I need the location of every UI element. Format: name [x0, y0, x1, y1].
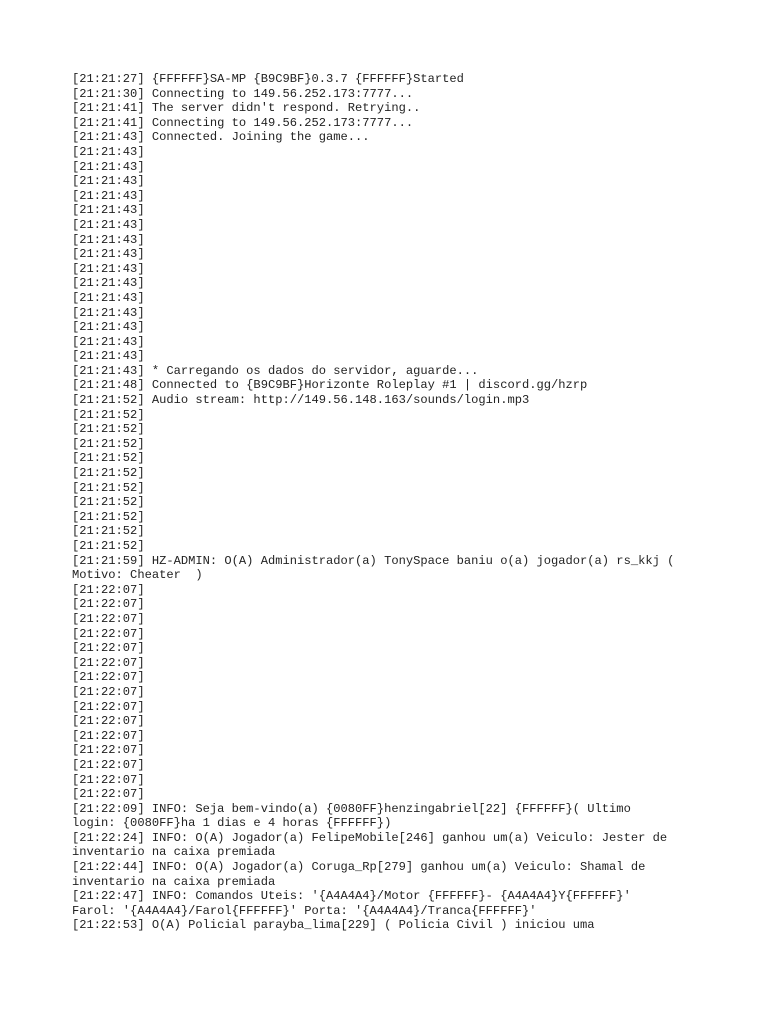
log-line: login: {0080FF}ha 1 dias e 4 horas {FFFFFF}): [72, 816, 392, 831]
log-line: [21:21:52]: [72, 539, 145, 553]
log-line: Motivo: Cheater ): [72, 568, 203, 583]
log-line: [21:21:59] HZ-ADMIN: O(A) Administrador(a) TonySpace baniu o(a) jogador(a) rs_kkj (: [72, 553, 675, 568]
chat-log: [72, 72, 702, 933]
log-line: [21:22:07]: [72, 743, 145, 758]
log-line: [21:21:41] Connecting to 149.56.252.173:7777...: [72, 115, 414, 130]
log-line: [21:21:43]: [72, 203, 145, 218]
log-line: [21:21:52]: [72, 495, 145, 510]
log-line: [21:21:43]: [72, 261, 145, 276]
log-line: [21:21:48] Connected to {B9C9BF}Horizonte Roleplay #1 | discord.gg/hzrp: [72, 378, 588, 393]
log-line: [21:22:07]: [72, 787, 145, 802]
log-line: [21:21:52]: [72, 480, 145, 495]
log-line: [21:21:43]: [72, 290, 145, 305]
log-line: [21:21:43]: [72, 217, 145, 232]
log-line: inventario na caixa premiada: [72, 845, 276, 860]
log-line: [21:22:07]: [72, 684, 145, 699]
log-line: [21:21:52]: [72, 524, 145, 539]
log-line: [21:21:43]: [72, 188, 145, 203]
log-line: [21:21:43]: [72, 320, 145, 335]
log-line: [21:21:30] Connecting to 149.56.252.173:7777...: [72, 86, 414, 101]
log-line: [21:22:07]: [72, 772, 145, 787]
log-line: [21:22:07]: [72, 728, 145, 743]
log-line: [21:21:43]: [72, 174, 145, 189]
log-line: [21:21:43]: [72, 349, 145, 364]
log-line: [21:22:07]: [72, 597, 145, 612]
log-line: [21:21:52]: [72, 451, 145, 466]
log-line: [21:22:07]: [72, 641, 145, 656]
log-line: [21:22:09] INFO: Seja bem-vindo(a) {0080FF}henzingabriel[22] {FFFFFF}( Ultimo: [72, 801, 631, 816]
log-line: [21:21:43]: [72, 247, 145, 262]
log-line: [21:21:52]: [72, 422, 145, 437]
log-line: [21:21:43]: [72, 232, 145, 247]
log-line: [21:22:07]: [72, 655, 145, 670]
log-line: inventario na caixa premiada: [72, 874, 276, 889]
log-line: [21:21:52]: [72, 407, 145, 422]
log-line: [21:22:07]: [72, 582, 145, 597]
log-line: [21:21:43] Connected. Joining the game...: [72, 130, 370, 145]
log-line: [21:21:27] {FFFFFF}SA-MP {B9C9BF}0.3.7 {FFFFFF}Started: [72, 72, 464, 86]
log-line: [21:22:07]: [72, 757, 145, 772]
log-line: [21:22:07]: [72, 611, 145, 626]
log-line: [21:21:43]: [72, 144, 145, 159]
log-line: Farol: '{A4A4A4}/Farol{FFFFFF}' Porta: '{A4A4A4}/Tranca{FFFFFF}': [72, 903, 537, 918]
log-line: [21:21:52]: [72, 466, 145, 481]
log-line: [21:21:43]: [72, 305, 145, 320]
log-line: [21:22:07]: [72, 714, 145, 729]
log-line: [21:21:52]: [72, 436, 145, 451]
log-line: [21:22:07]: [72, 670, 145, 685]
log-line: [21:21:43]: [72, 334, 145, 349]
log-line: [21:21:41] The server didn't respond. Retrying..: [72, 101, 421, 116]
log-line: [21:22:53] O(A) Policial parayba_lima[229] ( Policia Civil ) iniciou uma: [72, 918, 595, 933]
log-line: [21:21:43] * Carregando os dados do servidor, aguarde...: [72, 363, 479, 378]
log-line: [21:22:24] INFO: O(A) Jogador(a) FelipeMobile[246] ganhou um(a) Veiculo: Jester de: [72, 830, 668, 845]
log-line: [21:22:07]: [72, 626, 145, 641]
log-line: [21:22:44] INFO: O(A) Jogador(a) Coruga_Rp[279] ganhou um(a) Veiculo: Shamal de: [72, 860, 646, 875]
log-line: [21:21:43]: [72, 276, 145, 291]
log-line: [21:22:47] INFO: Comandos Uteis: '{A4A4A4}/Motor {FFFFFF}- {A4A4A4}Y{FFFFFF}': [72, 889, 631, 904]
log-line: [21:21:52] Audio stream: http://149.56.148.163/sounds/login.mp3: [72, 393, 530, 408]
log-line: [21:22:07]: [72, 699, 145, 714]
log-line: [21:21:43]: [72, 159, 145, 174]
log-line: [21:21:52]: [72, 509, 145, 524]
